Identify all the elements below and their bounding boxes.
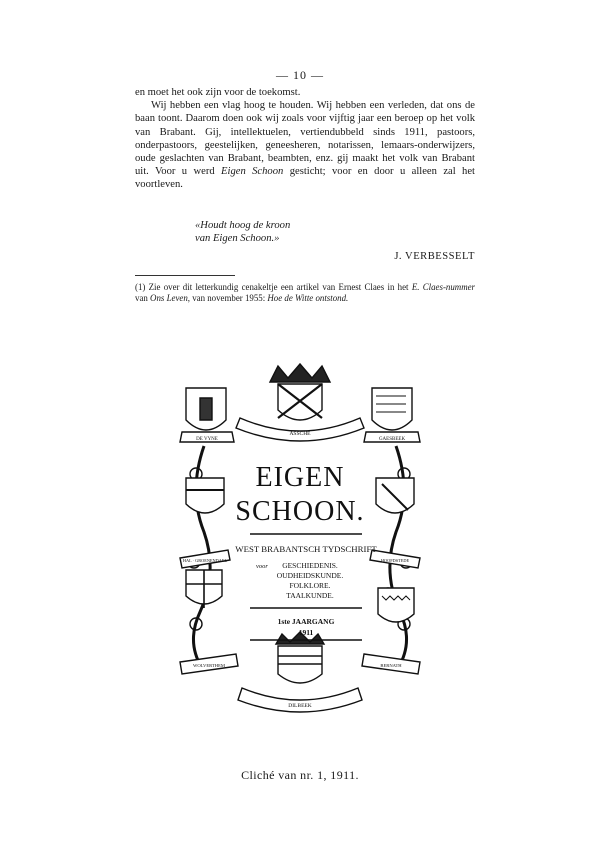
- body-text-run: gesticht; voor en door u alleen zal het voortleven.: [135, 166, 475, 191]
- cover-jaargang: 1ste JAARGANG: [277, 617, 335, 626]
- crown-icon: [270, 364, 330, 382]
- cover-year: 1911: [298, 628, 314, 637]
- footnote-text-run: E. Claes-nummer: [411, 282, 475, 292]
- body-text-run: Eigen Schoon: [221, 166, 284, 178]
- footnote-text-run: van: [135, 293, 151, 303]
- footnote-text-run: , van november 1955:: [187, 293, 268, 303]
- cover-topic-4: TAALKUNDE.: [286, 591, 334, 600]
- ribbon-label-upper-right: GAESBEEK: [378, 437, 406, 442]
- cover-topic-1: GESCHIEDENIS.: [282, 561, 338, 570]
- page-number: — 10 —: [276, 68, 324, 82]
- body-text-run: en moet het ook zijn voor de toekomst.: [135, 87, 301, 98]
- cover-voor: voor: [256, 563, 268, 570]
- footnote-text-run: Hoe de Witte ontstond.: [267, 293, 349, 303]
- footnote-rule: [135, 275, 235, 276]
- cover-title-line-1: EIGEN: [255, 462, 345, 493]
- cover-subtitle: WEST BRABANTSCH TYDSCHRIFT: [235, 544, 377, 554]
- illustration-caption: Cliché van nr. 1, 1911.: [241, 768, 359, 782]
- ribbon-label-bottom: DILBEEK: [288, 703, 312, 709]
- quote: [195, 219, 290, 245]
- shield-left-2-icon: [186, 478, 224, 513]
- author-signature: J. VERBESSELT: [394, 251, 475, 262]
- cover-topic-2: OUDHEIDSKUNDE.: [276, 571, 344, 580]
- ribbon-label-top: ASSCHE: [289, 431, 311, 437]
- cover-topic-3: FOLKLORE.: [289, 581, 331, 590]
- quote-line-2: van Eigen Schoon.»: [195, 233, 280, 244]
- body-paragraph: [135, 86, 475, 99]
- body-text-run: Wij hebben een vlag hoog te houden. Wij hebben een verleden, dat ons de baan toont. Daarom doen ook wij zoals voor vijftig jaar een beroep op het volk van Brabant. Gij, intellektuelen, vertiendubbeld sinds 1911, pastoors, onderpastoors, geestelijken, geneesheren, notarissen, lemaars-onderwijzers, oude geslachten van Brabant, beambten, enz. gij maakt het volk van Brabant uit. Voor u werd: [135, 100, 475, 178]
- shield-right-2-icon: [376, 478, 414, 513]
- footnote: [135, 282, 475, 304]
- ribbon-label-mid-right: HOOFDSTEDE: [380, 558, 410, 563]
- footnote-text-run: Ons Leven: [150, 293, 188, 303]
- journal-cover-illustration: [178, 362, 422, 724]
- ribbon-label-upper-left: DE VYNE: [196, 437, 218, 442]
- cover-title-line-2: SCHOON.: [235, 496, 365, 527]
- shield-right-3-icon: [378, 588, 414, 622]
- quote-line-1: «Houdt hoog de kroon: [195, 220, 291, 231]
- body-paragraph: [135, 99, 475, 191]
- ribbon-label-mid-left: HAL · GROENENDAEL: [182, 558, 228, 563]
- ribbon-label-lower-right: BERNATH: [380, 663, 402, 668]
- footnote-text-run: (1) Zie over dit letterkundig cenakeltje een artikel van Ernest Claes in het: [135, 282, 412, 292]
- shield-upper-right-icon: [372, 388, 412, 430]
- ribbon-top: [236, 418, 364, 441]
- ribbon-label-lower-left: WOLVERTHEM: [193, 663, 225, 668]
- body-text: [135, 86, 475, 192]
